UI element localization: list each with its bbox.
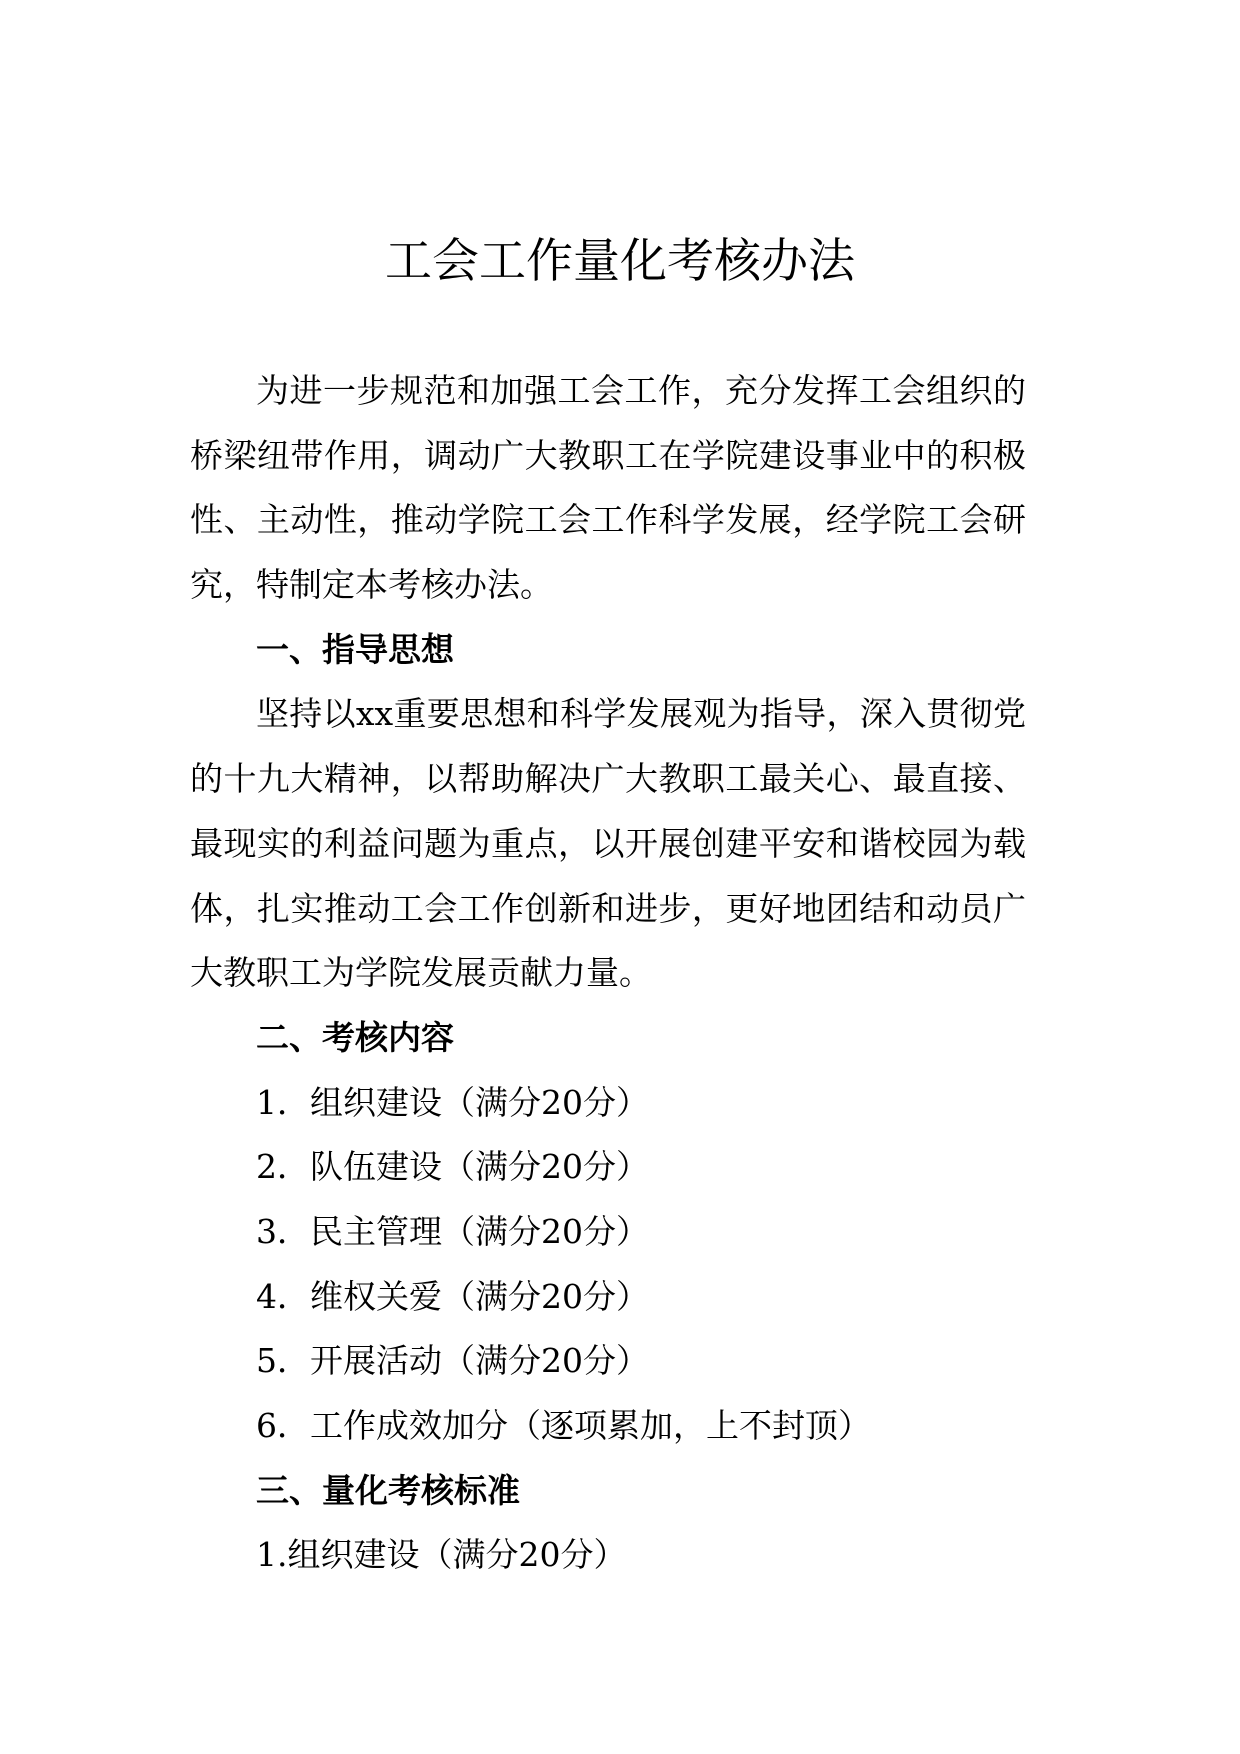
text-line: 性、主动性，推动学院工会工作科学发展，经学院工会研 [190,500,1026,540]
list-item: 5．开展活动（满分20分） [256,1341,649,1381]
section-heading: 一、指导思想 [256,629,454,669]
section-heading: 二、考核内容 [256,1017,454,1057]
list-item: 4．维权关爱（满分20分） [256,1276,649,1316]
text-line: 为进一步规范和加强工会工作，充分发挥工会组织的 [256,371,1026,410]
list-item: 1．组织建设（满分20分） [256,1082,649,1122]
section-heading: 三、量化考核标准 [256,1470,520,1510]
guiding-ideology-paragraph [190,682,1026,1005]
list-item: 2．队伍建设（满分20分） [256,1147,649,1187]
text-line: 桥梁纽带作用，调动广大教职工在学院建设事业中的积极 [190,435,1026,475]
text-line: 大教职工为学院发展贡献力量。 [190,953,652,993]
list-item: 6．工作成效加分（逐项累加，上不封顶） [256,1406,871,1445]
document-body [190,359,1026,1588]
text-line: 的十九大精神，以帮助解决广大教职工最关心、最直接、 [190,759,1026,799]
intro-paragraph [190,359,1026,618]
document-title: 工会工作量化考核办法 [385,234,855,289]
text-line: 坚持以xx重要思想和科学发展观为指导，深入贯彻党 [256,694,1026,734]
list-item: 1.组织建设（满分20分） [256,1535,627,1575]
list-item: 3．民主管理（满分20分） [256,1211,649,1251]
text-line: 体，扎实推动工会工作创新和进步，更好地团结和动员广 [190,888,1026,928]
text-line: 究，特制定本考核办法。 [190,565,553,605]
assessment-content-list [190,1071,1026,1459]
text-line: 最现实的利益问题为重点，以开展创建平安和谐校园为载 [190,823,1026,863]
